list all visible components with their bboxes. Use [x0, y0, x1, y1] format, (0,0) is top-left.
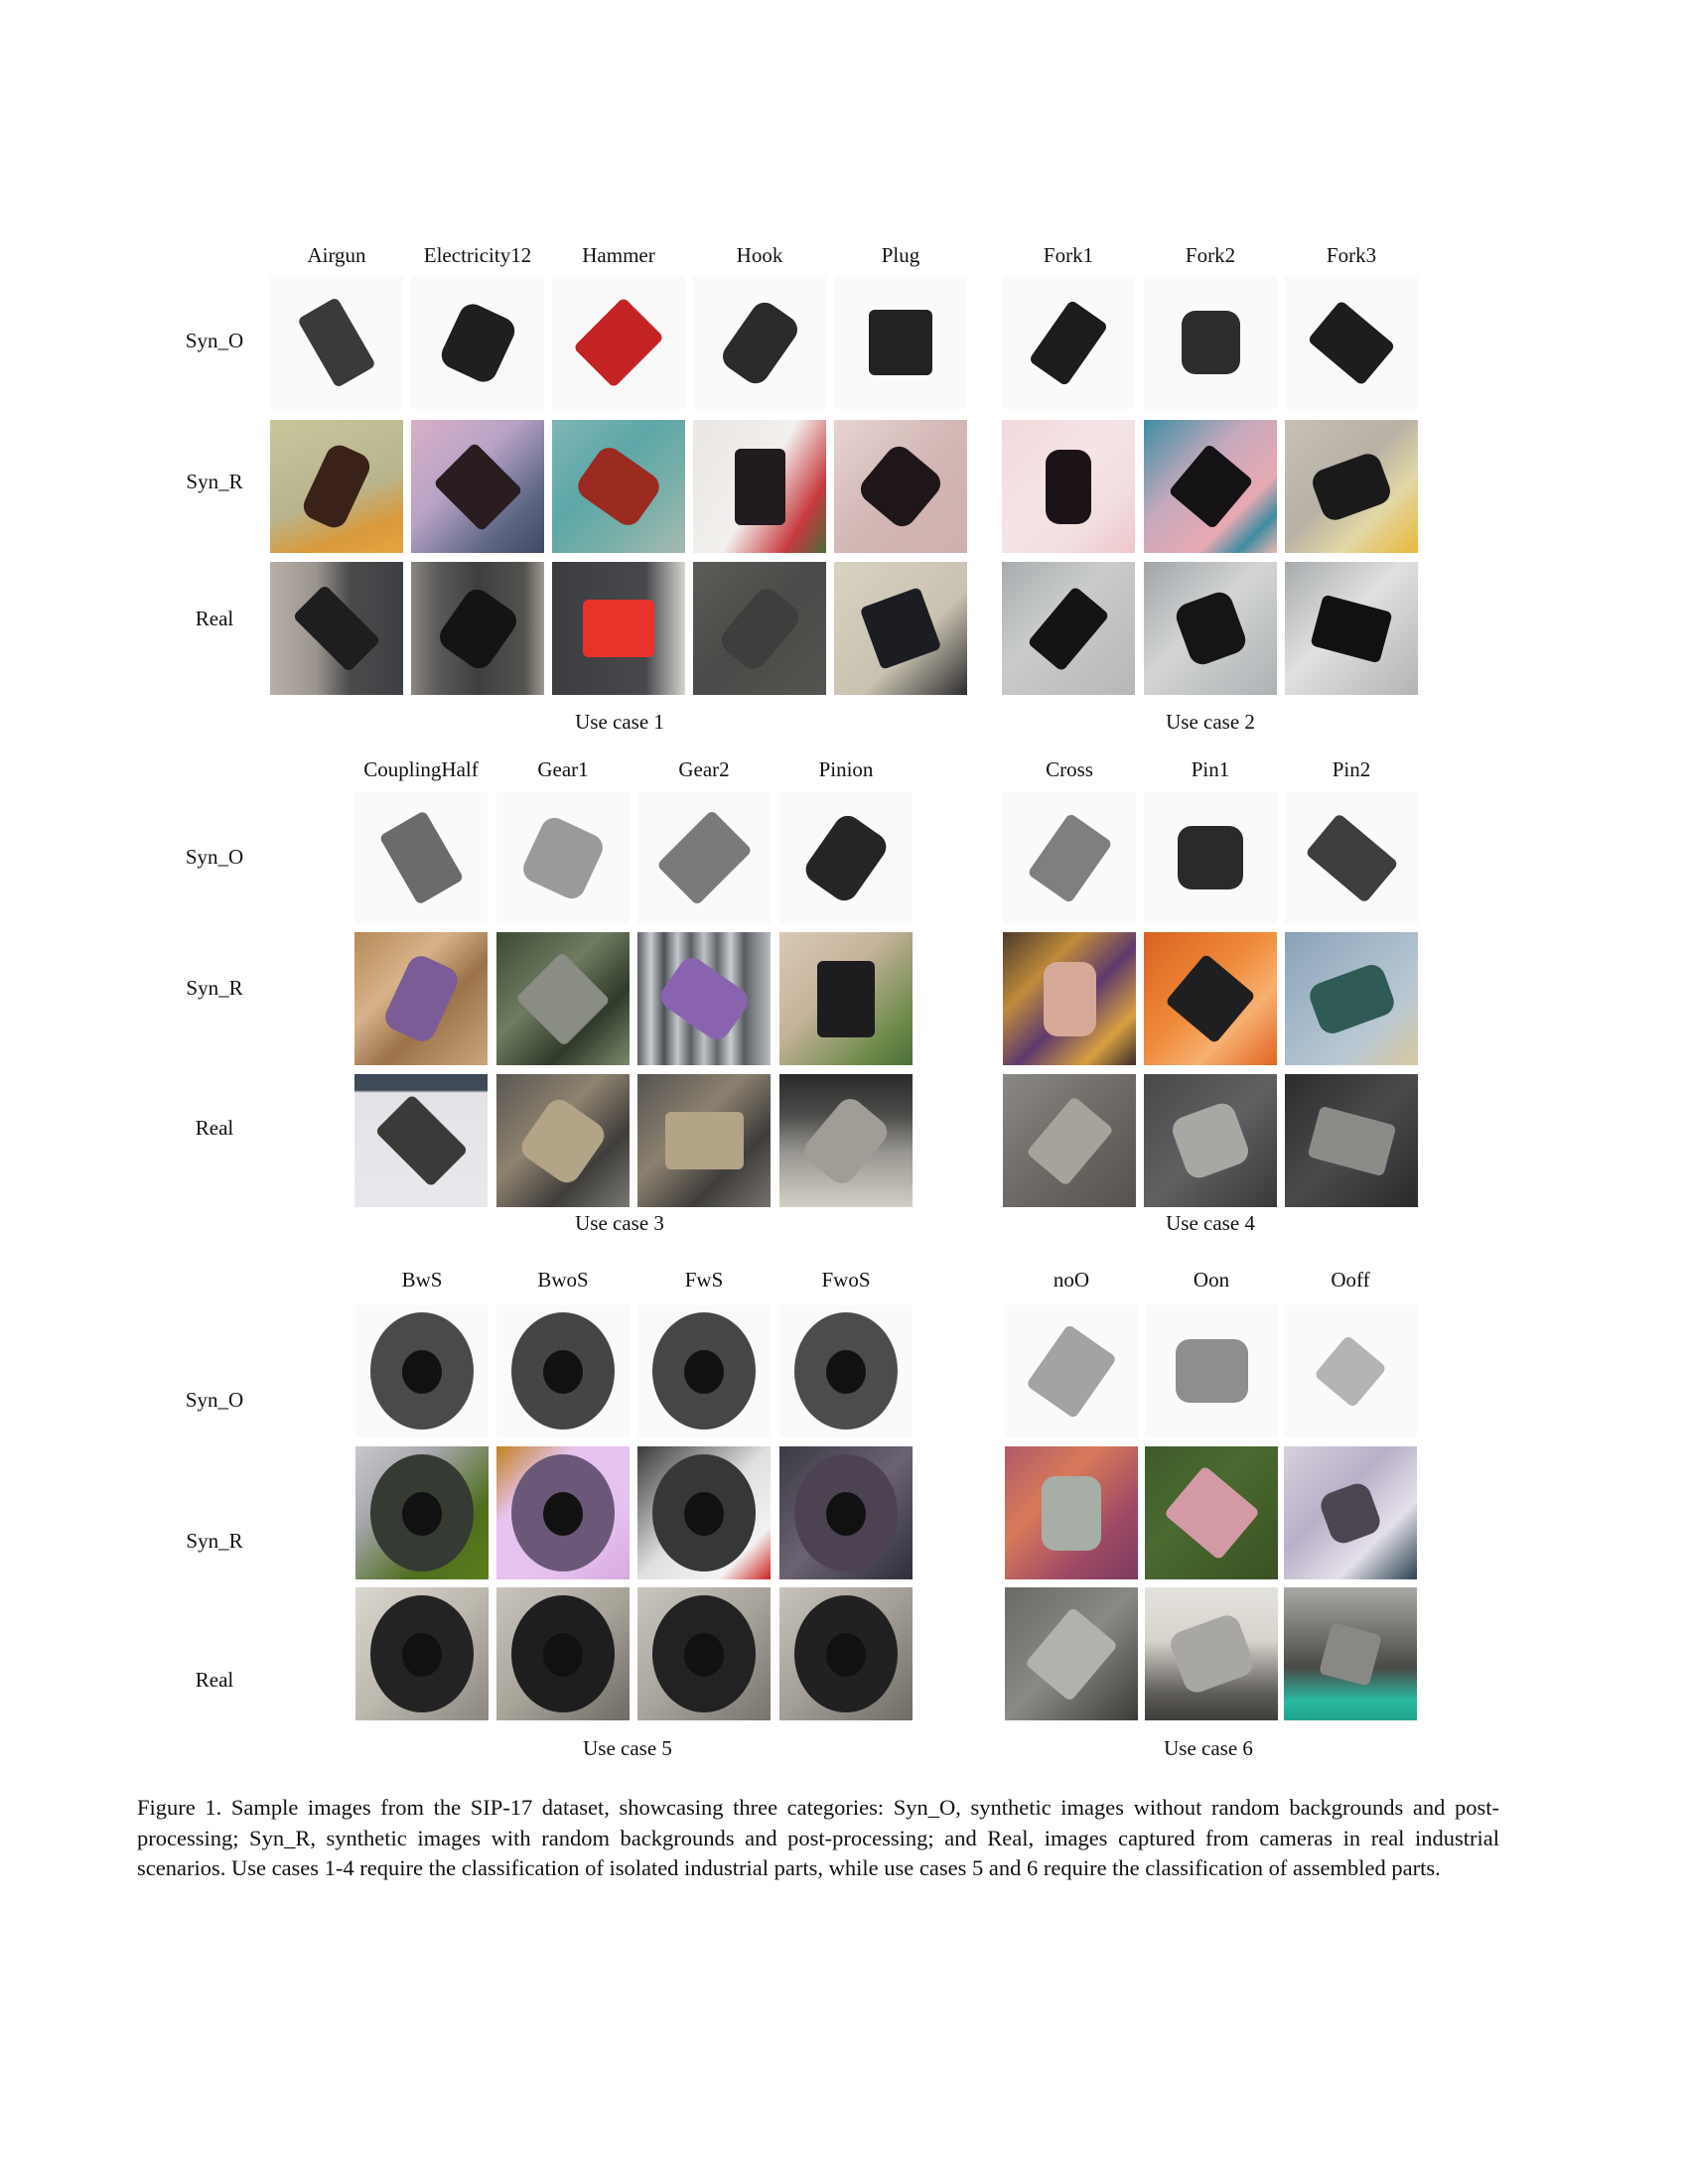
sample-image-syn-r [1284, 1446, 1417, 1579]
sample-image-syn-o [1005, 1304, 1138, 1437]
part-shape [869, 310, 932, 375]
sample-image-real [411, 562, 544, 695]
part-shape [378, 810, 464, 905]
row-label-syn-o: Syn_O [185, 1388, 244, 1412]
class-label: Electricity12 [423, 243, 532, 267]
sample-image-real [779, 1587, 913, 1720]
sample-image-syn-r [552, 420, 685, 553]
sample-image-syn-o [779, 791, 913, 924]
sample-image-syn-r [411, 420, 544, 553]
sample-image-real [637, 1074, 771, 1207]
sample-image-syn-r [355, 1446, 489, 1579]
row-label-syn-r: Syn_R [186, 470, 243, 493]
sample-image-real [834, 562, 967, 695]
wheel-hub [684, 1633, 724, 1677]
part-shape [1163, 1465, 1259, 1561]
row-label-syn-r: Syn_R [186, 976, 243, 1000]
part-shape [1168, 444, 1253, 530]
part-shape [1182, 311, 1240, 374]
part-shape [1307, 1105, 1396, 1176]
part-shape [1029, 299, 1109, 386]
class-label: Plug [881, 243, 920, 267]
part-shape [370, 1595, 474, 1712]
part-shape [1176, 1339, 1248, 1403]
wheel-hub [684, 1492, 724, 1536]
sample-image-syn-o [355, 1304, 489, 1437]
part-shape [656, 810, 753, 906]
sample-image-syn-o [637, 1304, 771, 1437]
class-label: CouplingHalf [363, 757, 479, 781]
part-shape [1025, 1606, 1118, 1702]
sample-image-real [1145, 1587, 1278, 1720]
class-label: Ooff [1331, 1268, 1370, 1292]
sample-image-syn-r [270, 420, 403, 553]
part-shape [652, 1454, 756, 1571]
sample-image-syn-r [496, 1446, 630, 1579]
sample-image-real [552, 562, 685, 695]
use-case-label: Use case 4 [1166, 1211, 1255, 1235]
part-shape [1167, 1611, 1256, 1696]
part-shape [1314, 1334, 1387, 1408]
part-shape [519, 813, 608, 902]
sample-image-syn-r [1285, 932, 1418, 1065]
class-label: Pinion [818, 757, 874, 781]
sample-image-syn-r [496, 932, 630, 1065]
sample-image-syn-o [637, 791, 771, 924]
part-shape [800, 810, 892, 905]
sample-image-real [637, 1587, 771, 1720]
wheel-hub [826, 1350, 866, 1394]
figure-caption [137, 1793, 1499, 1884]
sample-image-syn-r [693, 420, 826, 553]
part-shape [735, 449, 785, 525]
class-label: Gear2 [678, 757, 730, 781]
part-shape [817, 961, 875, 1037]
part-shape [573, 443, 664, 531]
row-label-real: Real [195, 1668, 234, 1692]
part-shape [370, 1312, 474, 1430]
part-shape [794, 1595, 898, 1712]
part-shape [1310, 594, 1392, 663]
sample-image-syn-o [1284, 1304, 1417, 1437]
sample-image-real [355, 1587, 489, 1720]
sample-image-real [354, 1074, 488, 1207]
part-shape [652, 1595, 756, 1712]
wheel-hub [402, 1633, 442, 1677]
part-shape [515, 951, 610, 1045]
sample-image-syn-o [1144, 791, 1277, 924]
use-case-label: Use case 2 [1166, 710, 1255, 734]
part-shape [1319, 1622, 1382, 1687]
row-label-syn-o: Syn_O [185, 329, 244, 352]
part-shape [1027, 585, 1109, 671]
sample-image-syn-r [1003, 932, 1136, 1065]
part-shape [794, 1454, 898, 1571]
sample-image-syn-o [354, 791, 488, 924]
part-shape [370, 1454, 474, 1571]
sample-image-syn-o [1003, 791, 1136, 924]
part-shape [1169, 1100, 1252, 1182]
sample-image-syn-r [1002, 420, 1135, 553]
sample-image-syn-o [552, 276, 685, 409]
sample-image-syn-o [779, 1304, 913, 1437]
sample-image-real [496, 1074, 630, 1207]
class-label: Fork3 [1326, 243, 1377, 267]
class-label: Gear1 [537, 757, 589, 781]
sample-image-syn-o [1145, 1304, 1278, 1437]
sample-image-real [1005, 1587, 1138, 1720]
class-label: noO [1053, 1268, 1090, 1292]
part-shape [573, 297, 664, 388]
part-shape [1046, 450, 1091, 524]
sample-image-syn-r [1005, 1446, 1138, 1579]
sample-image-real [270, 562, 403, 695]
part-shape [374, 1094, 468, 1187]
part-shape [1027, 812, 1112, 903]
part-shape [1172, 589, 1248, 668]
sample-image-real [1144, 1074, 1277, 1207]
row-label-syn-r: Syn_R [186, 1529, 243, 1553]
wheel-hub [826, 1492, 866, 1536]
class-label: Hook [736, 243, 783, 267]
part-shape [1318, 1479, 1384, 1547]
wheel-hub [684, 1350, 724, 1394]
part-shape [855, 441, 945, 532]
part-shape [799, 1093, 893, 1188]
part-shape [1026, 1323, 1117, 1419]
row-label-real: Real [195, 607, 234, 630]
part-shape [652, 1312, 756, 1430]
class-label: Fork2 [1185, 243, 1236, 267]
sample-image-real [1285, 562, 1418, 695]
sample-image-syn-r [354, 932, 488, 1065]
part-shape [583, 600, 654, 657]
sample-image-syn-o [834, 276, 967, 409]
part-shape [717, 297, 802, 388]
caption-text: Figure 1. Sample images from the SIP-17 dataset, showcasing three categories: Syn_O, synthetic images without random backgrounds and post-processing; Syn_R, synthetic images with random backgrounds and post-processing; and Real, images captured from cameras in real industrial scenarios. Use cases 1-4 require the classification of isolated industrial parts, while use cases 5 and 6 require the classification of assembled parts. [137, 1795, 1499, 1880]
use-case-label: Use case 6 [1164, 1736, 1253, 1760]
class-label: BwS [401, 1268, 443, 1292]
part-shape [1307, 300, 1395, 386]
sample-image-syn-o [496, 1304, 630, 1437]
class-label: FwoS [821, 1268, 871, 1292]
part-shape [716, 583, 804, 674]
sample-image-syn-o [496, 791, 630, 924]
sample-image-real [1285, 1074, 1418, 1207]
wheel-hub [543, 1492, 583, 1536]
sample-image-syn-r [1145, 1446, 1278, 1579]
row-label-real: Real [195, 1116, 234, 1140]
sample-image-syn-o [1285, 791, 1418, 924]
sample-image-real [1002, 562, 1135, 695]
part-shape [1165, 953, 1256, 1043]
sample-image-syn-r [1144, 420, 1277, 553]
part-shape [1305, 812, 1399, 902]
class-label: Cross [1046, 757, 1093, 781]
part-shape [1026, 1095, 1114, 1186]
part-shape [1306, 961, 1397, 1037]
part-shape [297, 297, 376, 388]
sample-image-syn-o [1144, 276, 1277, 409]
row-label-syn-o: Syn_O [185, 845, 244, 869]
part-shape [511, 1454, 615, 1571]
sample-image-syn-o [411, 276, 544, 409]
part-shape [299, 441, 373, 532]
part-shape [516, 1094, 610, 1187]
sample-image-real [496, 1587, 630, 1720]
part-shape [437, 299, 519, 385]
sample-image-syn-r [1144, 932, 1277, 1065]
sample-image-syn-o [1002, 276, 1135, 409]
sample-image-syn-r [1285, 420, 1418, 553]
sample-image-syn-r [834, 420, 967, 553]
class-label: FwS [684, 1268, 724, 1292]
class-label: Airgun [307, 243, 366, 267]
class-label: BwoS [537, 1268, 589, 1292]
sample-image-syn-r [637, 1446, 771, 1579]
part-shape [1178, 826, 1243, 889]
part-shape [794, 1312, 898, 1430]
part-shape [511, 1312, 615, 1430]
wheel-hub [543, 1633, 583, 1677]
use-case-label: Use case 3 [575, 1211, 664, 1235]
part-shape [434, 584, 521, 673]
sample-image-syn-o [270, 276, 403, 409]
sample-image-syn-r [637, 932, 771, 1065]
wheel-hub [543, 1350, 583, 1394]
part-shape [380, 952, 462, 1046]
sample-image-real [1144, 562, 1277, 695]
sample-image-real [693, 562, 826, 695]
part-shape [860, 587, 942, 670]
sample-image-syn-o [693, 276, 826, 409]
part-shape [511, 1595, 615, 1712]
part-shape [433, 442, 523, 532]
use-case-label: Use case 1 [575, 710, 664, 734]
class-label: Pin2 [1332, 757, 1371, 781]
sample-image-syn-o [1285, 276, 1418, 409]
part-shape [655, 953, 753, 1045]
class-label: Hammer [582, 243, 655, 267]
part-shape [1044, 962, 1096, 1036]
wheel-hub [826, 1633, 866, 1677]
class-label: Oon [1193, 1268, 1230, 1292]
sample-image-real [779, 1074, 913, 1207]
part-shape [292, 584, 380, 672]
wheel-hub [402, 1350, 442, 1394]
sample-image-syn-r [779, 932, 913, 1065]
part-shape [1309, 450, 1394, 523]
class-label: Pin1 [1191, 757, 1230, 781]
sample-image-real [1003, 1074, 1136, 1207]
part-shape [1042, 1476, 1101, 1551]
sample-image-syn-r [779, 1446, 913, 1579]
class-label: Fork1 [1043, 243, 1094, 267]
sample-image-real [1284, 1587, 1417, 1720]
wheel-hub [402, 1492, 442, 1536]
part-shape [665, 1112, 744, 1169]
use-case-label: Use case 5 [583, 1736, 672, 1760]
